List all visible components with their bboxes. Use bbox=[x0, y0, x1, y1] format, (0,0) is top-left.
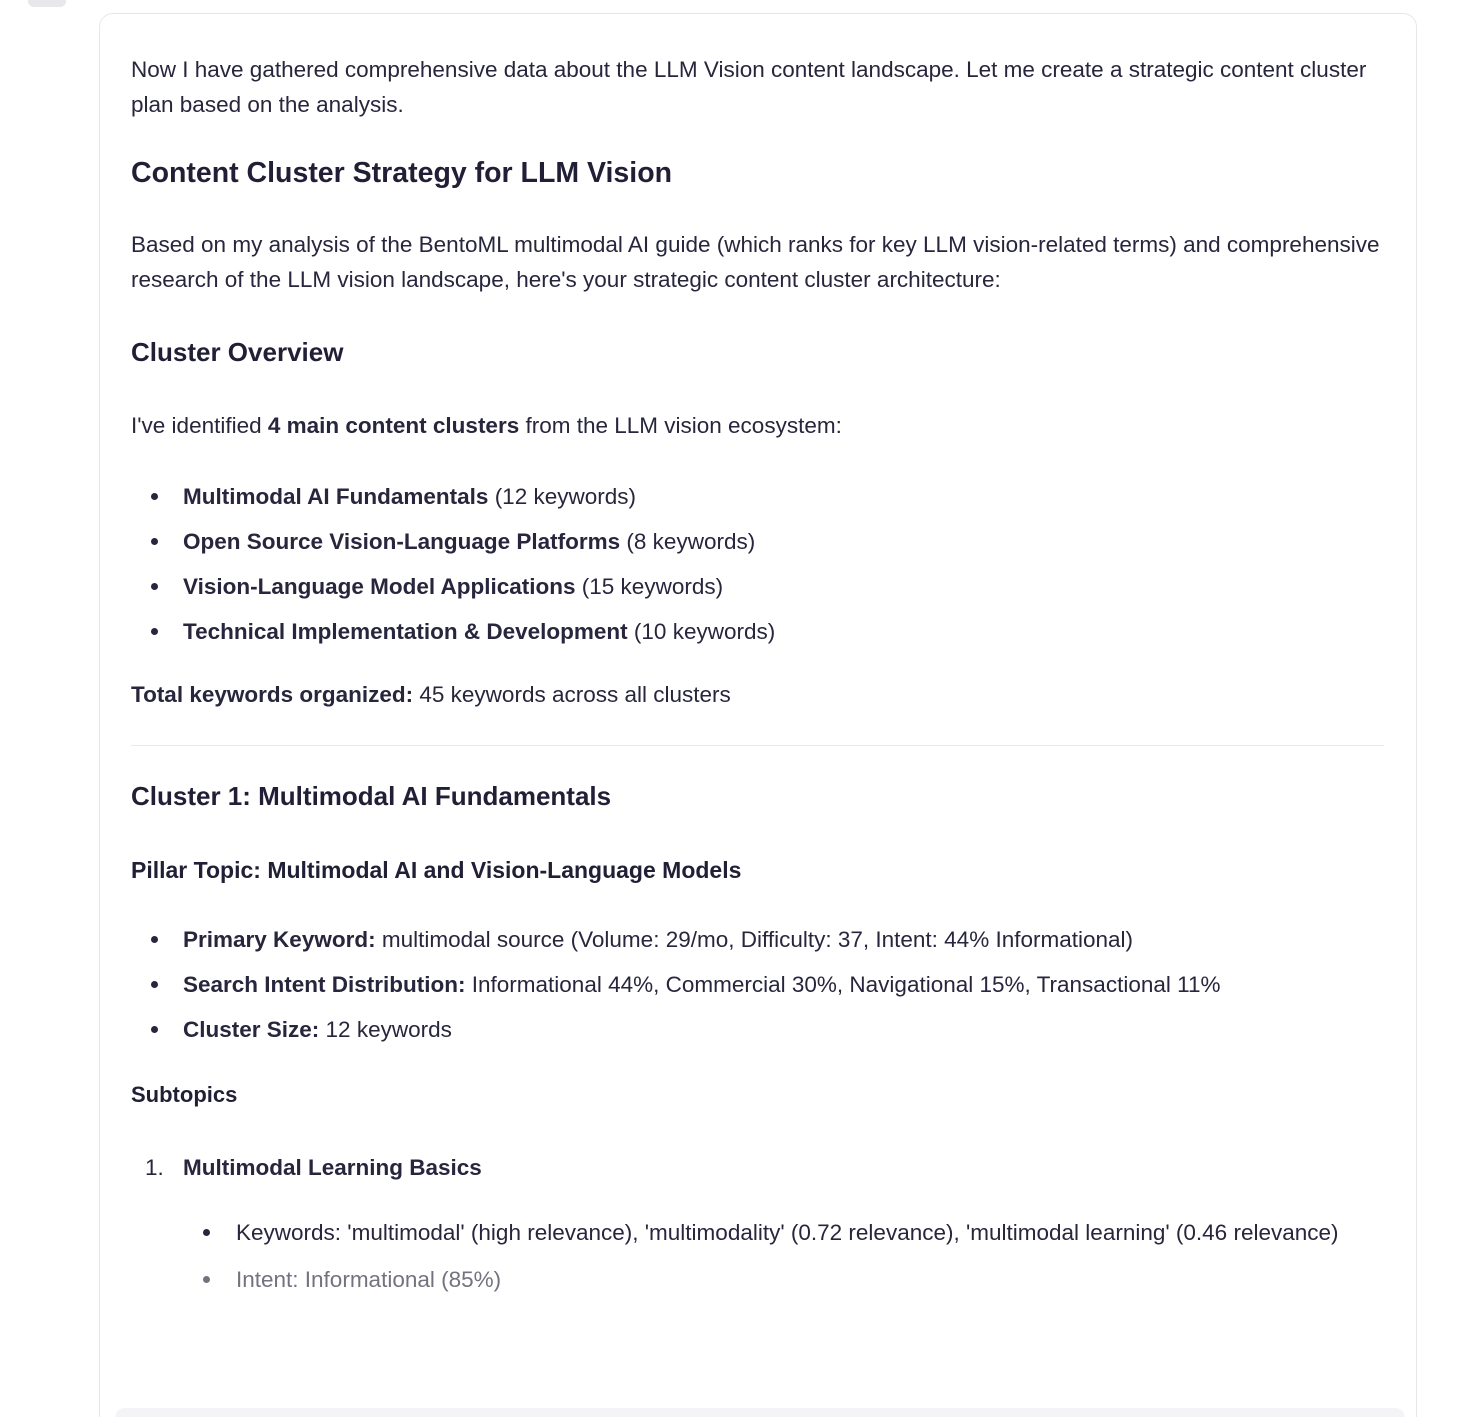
total-keywords-value: 45 keywords across all clusters bbox=[413, 682, 731, 707]
overview-lead-prefix: I've identified bbox=[131, 413, 268, 438]
cluster-detail: (15 keywords) bbox=[575, 574, 724, 599]
analysis-paragraph: Based on my analysis of the BentoML multimodal AI guide (which ranks for key LLM vision-related terms) and comprehensive research of the LLM vision landscape, here's your strategic content cluster architecture: bbox=[131, 232, 1380, 292]
subtopic-item bbox=[131, 1150, 1384, 1185]
cluster-name: Vision-Language Model Applications bbox=[183, 574, 576, 599]
stat-label: Primary Keyword: bbox=[183, 927, 376, 952]
cluster-detail: (10 keywords) bbox=[627, 619, 776, 644]
cluster1-stats-list bbox=[131, 922, 1384, 1047]
intro-paragraph: Now I have gathered comprehensive data about the LLM Vision content landscape. Let me create a strategic content cluster plan based on the analysis. bbox=[131, 57, 1367, 117]
cluster-list bbox=[131, 479, 1384, 649]
cluster-overview-heading: Cluster Overview bbox=[131, 337, 344, 367]
overview-lead bbox=[131, 408, 1384, 443]
cluster-list-item bbox=[131, 524, 1384, 559]
subtopic-point: Keywords: 'multimodal' (high relevance), 'multimodality' (0.72 relevance), 'multimodal learning' (0.46 relevance) bbox=[131, 1215, 1384, 1250]
stat-label: Search Intent Distribution: bbox=[183, 972, 466, 997]
overview-lead-bold: 4 main content clusters bbox=[267, 413, 520, 438]
stat-value: 12 keywords bbox=[319, 1017, 452, 1042]
stat-item bbox=[131, 922, 1384, 957]
cluster1-heading: Cluster 1: Multimodal AI Fundamentals bbox=[131, 781, 612, 811]
avatar bbox=[28, 0, 66, 7]
cluster-detail: (12 keywords) bbox=[488, 484, 636, 509]
subtopic-list bbox=[131, 1150, 1384, 1185]
cluster-name: Multimodal AI Fundamentals bbox=[183, 484, 489, 509]
doc-title: Content Cluster Strategy for LLM Vision bbox=[131, 157, 673, 189]
cluster-detail: (8 keywords) bbox=[620, 529, 756, 554]
stat-item bbox=[131, 967, 1384, 1002]
assistant-message-card bbox=[99, 13, 1417, 1417]
subtopic-points-list bbox=[131, 1215, 1384, 1297]
subtopic-number: 1. bbox=[145, 1155, 164, 1180]
cluster-list-item bbox=[131, 614, 1384, 649]
cluster-list-item bbox=[131, 569, 1384, 604]
stat-item bbox=[131, 1012, 1384, 1047]
total-keywords-line bbox=[131, 677, 1384, 712]
overview-lead-suffix: from the LLM vision ecosystem: bbox=[519, 413, 842, 438]
cluster-name: Technical Implementation & Development bbox=[183, 619, 628, 644]
stat-label: Cluster Size: bbox=[183, 1017, 320, 1042]
subtopic-point-intent: Intent: Informational (85%) bbox=[131, 1262, 1384, 1297]
cluster-list-item bbox=[131, 479, 1384, 514]
subtopic-title: Multimodal Learning Basics bbox=[183, 1155, 482, 1180]
stat-value: multimodal source (Volume: 29/mo, Difficulty: 37, Intent: 44% Informational) bbox=[375, 927, 1134, 952]
stat-value: Informational 44%, Commercial 30%, Navigational 15%, Transactional 11% bbox=[465, 972, 1221, 997]
pillar-topic-heading: Pillar Topic: Multimodal AI and Vision-Language Models bbox=[131, 857, 742, 883]
total-keywords-label: Total keywords organized: bbox=[131, 682, 414, 707]
cluster-name: Open Source Vision-Language Platforms bbox=[183, 529, 621, 554]
subtopics-heading: Subtopics bbox=[131, 1082, 238, 1107]
next-block-preview[interactable] bbox=[115, 1408, 1405, 1417]
section-divider bbox=[131, 745, 1384, 746]
